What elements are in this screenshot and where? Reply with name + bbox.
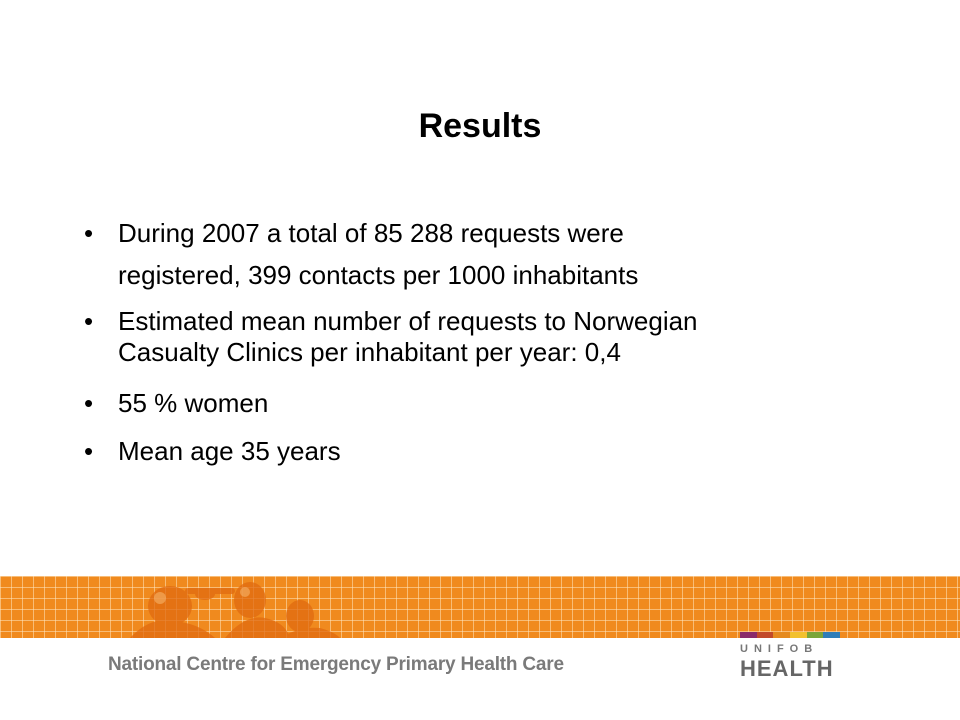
bullet-item bbox=[84, 432, 904, 470]
slide-title: Results bbox=[418, 107, 542, 145]
logo-bar-segment bbox=[807, 632, 824, 638]
logo-bar-segment bbox=[790, 632, 807, 638]
bullet-item bbox=[84, 306, 904, 368]
bullet-marker: • bbox=[84, 218, 94, 248]
organization-name: National Centre for Emergency Primary Health Care bbox=[108, 654, 564, 675]
bullet-text-line: registered, 399 contacts per 1000 inhabitants bbox=[118, 260, 639, 290]
header-banner bbox=[0, 576, 960, 638]
bullet-marker: • bbox=[84, 388, 94, 418]
bullet-item bbox=[84, 212, 904, 296]
bullet-text-line: 55 % women bbox=[118, 388, 269, 418]
logo-bar-segment bbox=[740, 632, 757, 638]
logo-bar-segment bbox=[823, 632, 840, 638]
logo-bottom-text: HEALTH bbox=[740, 656, 834, 681]
people-silhouette-image bbox=[0, 576, 960, 638]
logo-color-bar bbox=[740, 632, 840, 638]
bullet-text-line: Casualty Clinics per inhabitant per year: 0,4 bbox=[118, 337, 621, 367]
bullet-marker: • bbox=[84, 306, 94, 336]
logo-bar-segment bbox=[757, 632, 774, 638]
bullet-item bbox=[84, 384, 904, 422]
bullet-marker: • bbox=[84, 436, 94, 466]
bullet-text-line: Estimated mean number of requests to Norwegian bbox=[118, 306, 698, 336]
logo-bar-segment bbox=[773, 632, 790, 638]
logo-top-text: UNIFOB bbox=[740, 643, 819, 655]
bullet-text-line: Mean age 35 years bbox=[118, 436, 341, 466]
bullet-text-line: During 2007 a total of 85 288 requests were bbox=[118, 218, 624, 248]
unifob-health-logo bbox=[740, 632, 840, 684]
bullet-list bbox=[84, 212, 904, 480]
